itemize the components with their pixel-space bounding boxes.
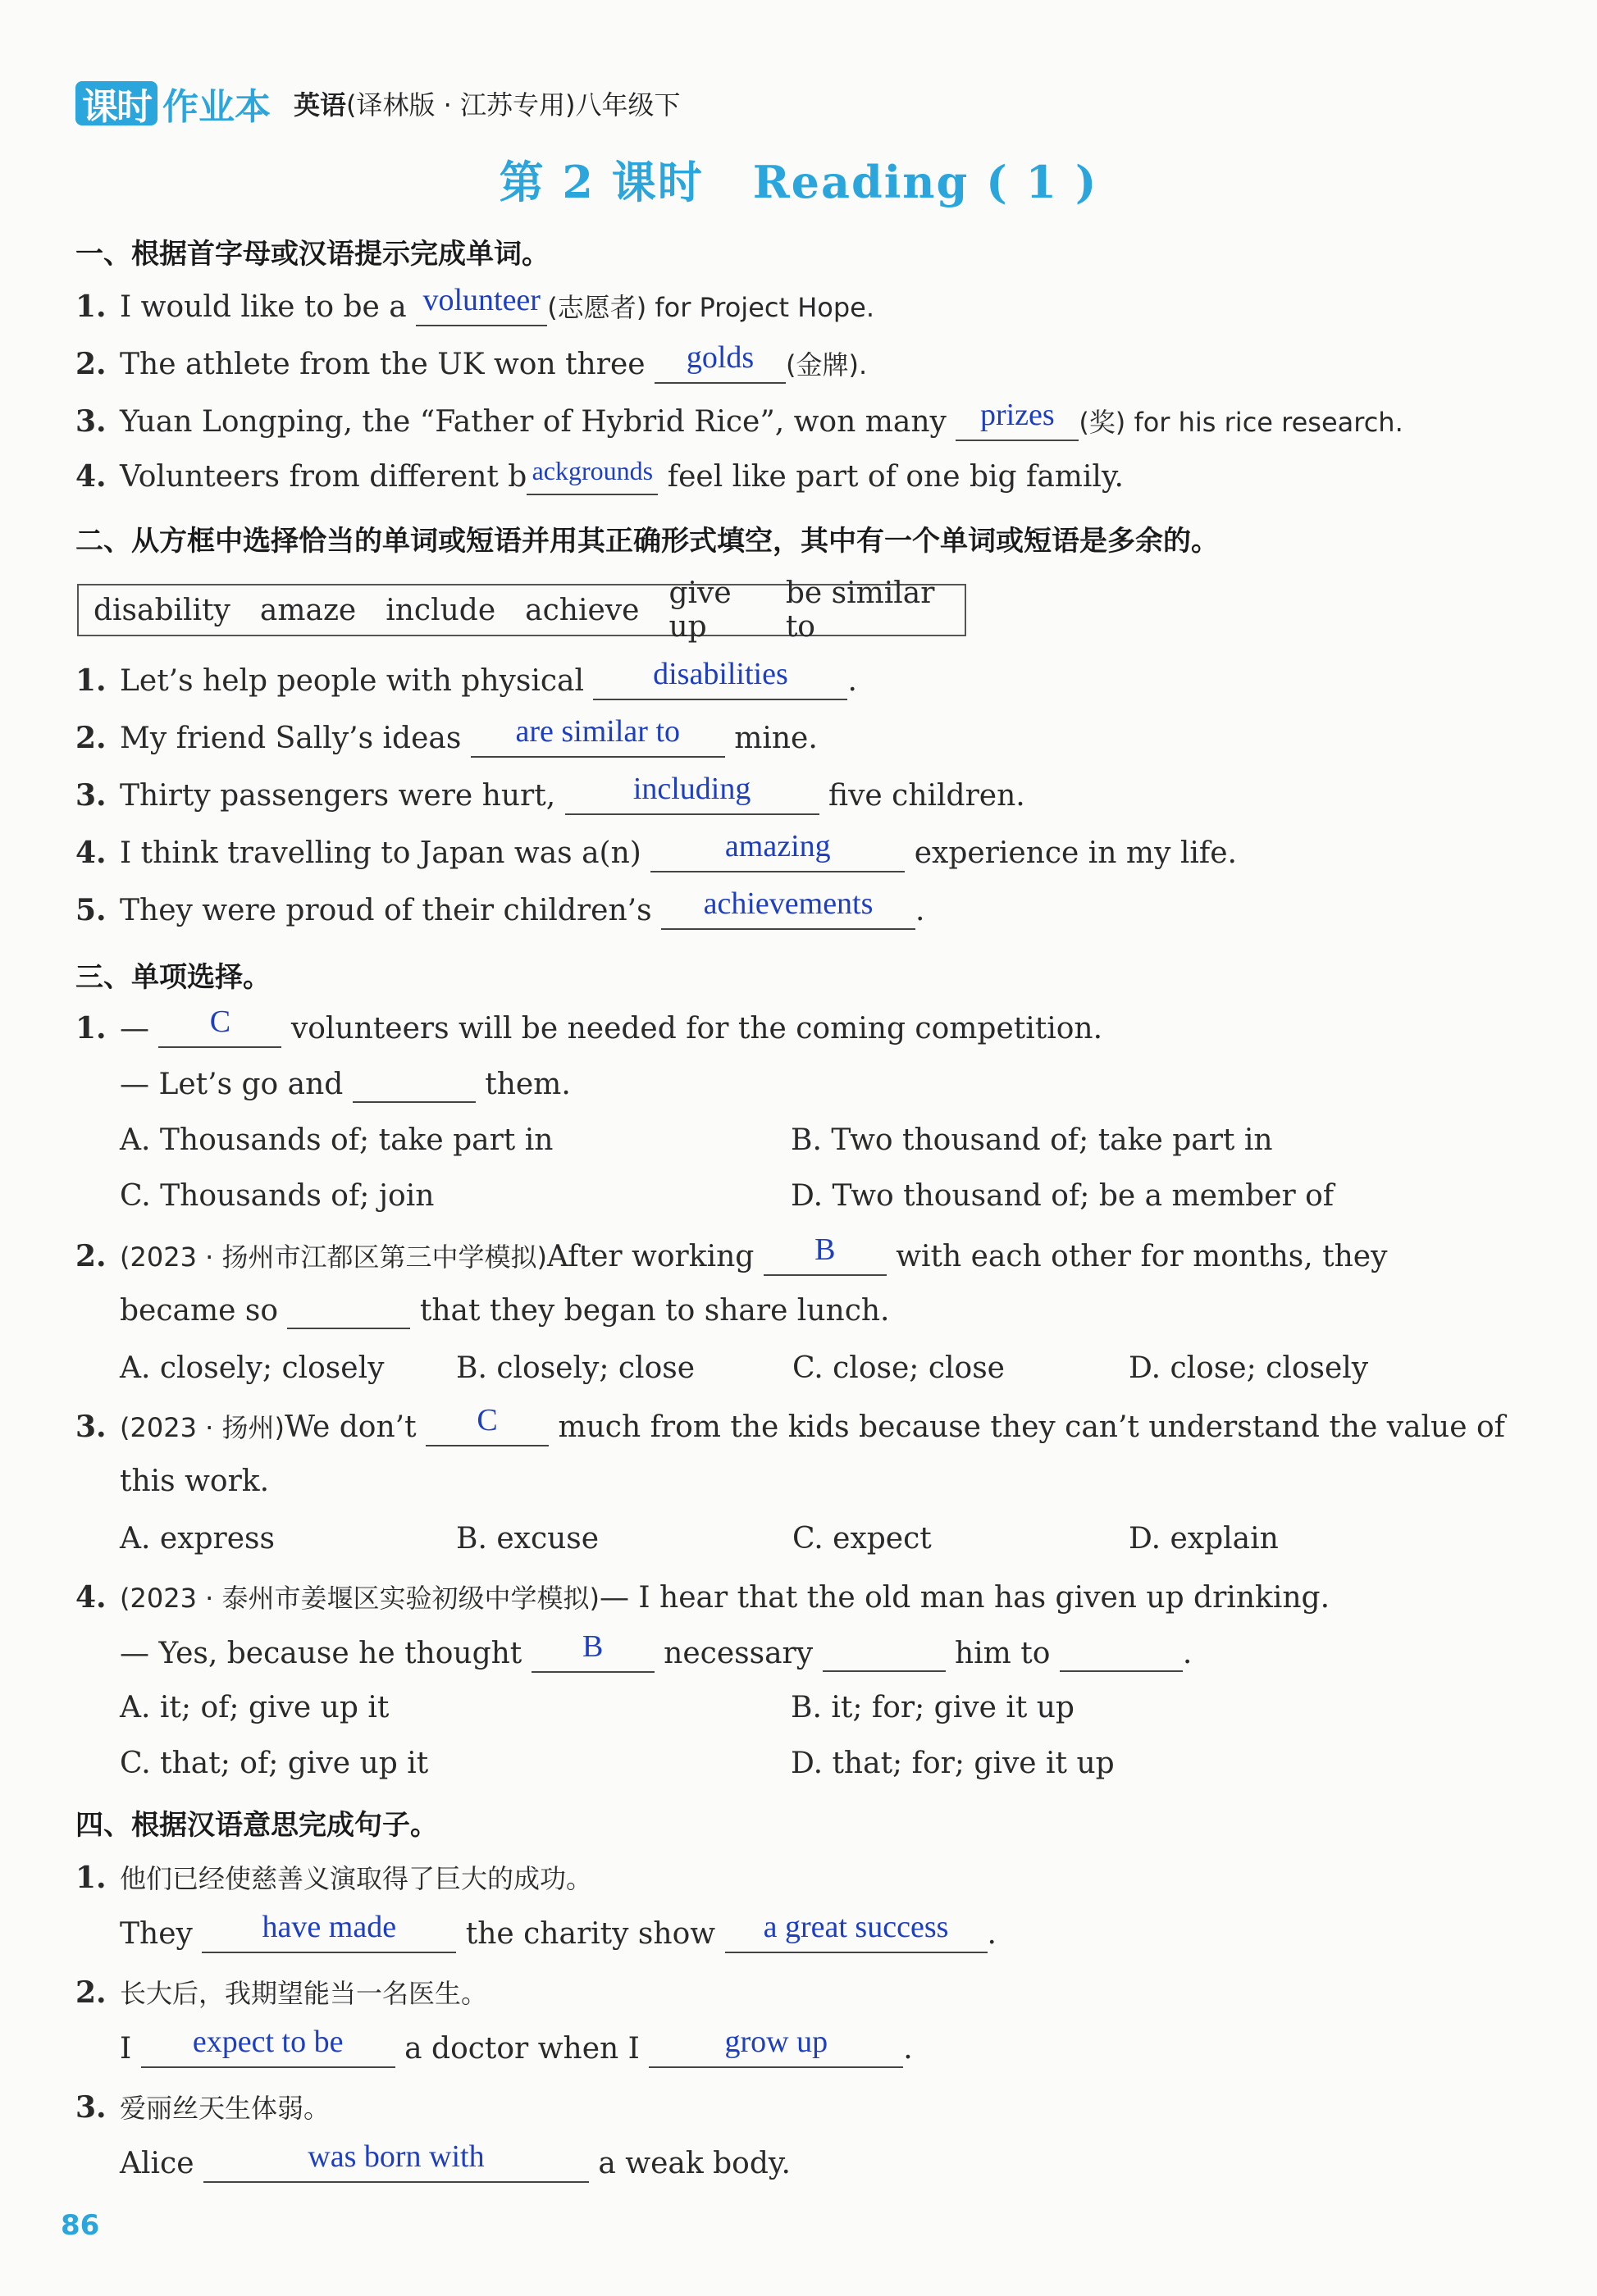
item-text: Yuan Longping, the “Father of Hybrid Rice”, won many bbox=[120, 405, 956, 439]
logo-mark: 课时 bbox=[75, 81, 157, 125]
answer-blank[interactable] bbox=[287, 1294, 410, 1329]
answer-blank[interactable] bbox=[532, 1629, 655, 1673]
item-text: volunteers will be needed for the coming competition. bbox=[281, 1012, 1103, 1046]
answer-text: C bbox=[477, 1403, 498, 1437]
answer-text: B bbox=[814, 1232, 836, 1267]
s3-q1-options-ab bbox=[75, 1123, 1273, 1157]
s1-item-4 bbox=[75, 456, 1124, 495]
answer-blank[interactable] bbox=[764, 1232, 887, 1276]
answer-text: amazing bbox=[724, 829, 831, 863]
answer-blank[interactable] bbox=[158, 1004, 281, 1048]
answer-text: golds bbox=[686, 340, 755, 375]
word-option: be similar to bbox=[785, 576, 935, 644]
option-c[interactable]: C. close; close bbox=[792, 1351, 1005, 1385]
item-number: 1. bbox=[75, 1861, 107, 1895]
s4-item-3-en bbox=[75, 2139, 791, 2183]
question-source: (2023 · 扬州) bbox=[120, 1412, 285, 1443]
item-text: (金牌). bbox=[786, 349, 868, 380]
option-b[interactable]: B. excuse bbox=[456, 1522, 600, 1556]
s3-q4-options-cd bbox=[75, 1747, 1115, 1780]
s3-q2-options bbox=[75, 1351, 1368, 1385]
answer-blank[interactable] bbox=[353, 1068, 476, 1103]
option-a[interactable]: A. express bbox=[120, 1522, 275, 1556]
item-letter: b bbox=[508, 460, 527, 494]
word-option: achieve bbox=[525, 593, 640, 627]
book-header bbox=[75, 80, 681, 126]
answer-blank[interactable] bbox=[202, 1910, 456, 1953]
answer-blank[interactable] bbox=[203, 2139, 589, 2183]
word-option: include bbox=[386, 593, 496, 627]
item-text: five children. bbox=[819, 779, 1025, 813]
item-text: They were proud of their children’s bbox=[120, 894, 662, 927]
item-chinese: 长大后，我期望能当一名医生。 bbox=[120, 1978, 488, 2009]
answer-text: C bbox=[209, 1004, 231, 1039]
s3-q1-options-cd bbox=[75, 1179, 1334, 1213]
item-text: much from the kids because they can’t understand the value of bbox=[549, 1410, 1505, 1444]
option-c[interactable]: C. expect bbox=[792, 1522, 932, 1556]
item-text: . bbox=[1182, 1637, 1193, 1670]
section2-heading: 二、从方框中选择恰当的单词或短语并用其正确形式填空，其中有一个单词或短语是多余的。 bbox=[75, 525, 1219, 558]
item-number: 2. bbox=[75, 347, 107, 381]
option-b[interactable]: B. closely; close bbox=[456, 1351, 696, 1385]
item-number: 1. bbox=[75, 289, 107, 324]
item-number: 3. bbox=[75, 778, 107, 813]
item-text: a doctor when I bbox=[395, 2032, 650, 2066]
s3-q4-options-ab bbox=[75, 1691, 1075, 1724]
s3-q3-line1 bbox=[75, 1403, 1505, 1446]
s1-item-3 bbox=[75, 398, 1403, 441]
item-text: Alice bbox=[120, 2147, 203, 2180]
s4-item-1-zh bbox=[75, 1858, 592, 1896]
answer-blank[interactable] bbox=[426, 1403, 549, 1446]
item-text: Let’s help people with physical bbox=[120, 664, 594, 698]
answer-blank[interactable] bbox=[661, 886, 915, 930]
answer-text: volunteer bbox=[422, 283, 541, 317]
item-text: with each other for months, they bbox=[886, 1240, 1388, 1273]
s2-item-2 bbox=[75, 714, 818, 758]
item-text: The athlete from the UK won three bbox=[120, 348, 655, 381]
s1-item-1 bbox=[75, 283, 875, 326]
option-c[interactable]: C. Thousands of; join bbox=[120, 1179, 435, 1213]
item-chinese: 爱丽丝天生体弱。 bbox=[120, 2093, 331, 2124]
item-text: mine. bbox=[724, 722, 818, 755]
answer-text: B bbox=[582, 1629, 604, 1664]
answer-text: a great success bbox=[763, 1910, 949, 1944]
item-text: Thirty passengers were hurt, bbox=[120, 779, 565, 813]
item-text: became so bbox=[120, 1294, 288, 1328]
item-text: necessary bbox=[654, 1637, 823, 1670]
section3-heading: 三、单项选择。 bbox=[75, 961, 271, 994]
lesson-title bbox=[0, 148, 1597, 211]
lesson-number: 第 2 课时 bbox=[499, 156, 704, 208]
item-text: a weak body. bbox=[588, 2147, 791, 2180]
answer-blank[interactable] bbox=[649, 2025, 903, 2068]
answer-blank[interactable] bbox=[565, 772, 819, 815]
answer-blank[interactable] bbox=[655, 340, 786, 384]
item-number: 3. bbox=[75, 1410, 107, 1444]
option-a[interactable]: A. it; of; give up it bbox=[120, 1691, 390, 1724]
answer-text: grow up bbox=[724, 2025, 828, 2059]
s4-item-2-en bbox=[75, 2025, 913, 2068]
s2-item-4 bbox=[75, 829, 1237, 872]
item-text: — bbox=[120, 1012, 159, 1046]
answer-blank[interactable] bbox=[956, 398, 1079, 441]
s2-item-1 bbox=[75, 657, 857, 700]
s3-q2-line2 bbox=[75, 1294, 890, 1329]
answer-text: expect to be bbox=[192, 2025, 344, 2059]
option-d[interactable]: D. that; for; give it up bbox=[791, 1747, 1115, 1780]
page-number: 86 bbox=[61, 2209, 100, 2242]
s3-q3-options bbox=[75, 1522, 1279, 1556]
item-number: 2. bbox=[75, 721, 107, 755]
question-source: (2023 · 泰州市姜堰区实验初级中学模拟) bbox=[120, 1583, 600, 1614]
word-option: give up bbox=[668, 576, 732, 644]
item-text: him to bbox=[945, 1637, 1060, 1670]
word-option: amaze bbox=[259, 593, 357, 627]
s3-q3-line2 bbox=[75, 1465, 269, 1498]
option-b[interactable]: B. Two thousand of; take part in bbox=[791, 1123, 1273, 1157]
item-text: . bbox=[847, 664, 857, 698]
item-text: feel like part of one big family. bbox=[658, 460, 1124, 494]
logo-text: 作业本 bbox=[162, 86, 271, 128]
item-number: 5. bbox=[75, 893, 107, 927]
section4-heading: 四、根据汉语意思完成句子。 bbox=[75, 1809, 438, 1842]
answer-text: prizes bbox=[979, 398, 1055, 432]
question-source: (2023 · 扬州市江都区第三中学模拟) bbox=[120, 1241, 547, 1273]
answer-blank[interactable] bbox=[416, 283, 547, 326]
answer-text: achievements bbox=[703, 886, 874, 921]
item-number: 2. bbox=[75, 1239, 107, 1273]
section1-heading: 一、根据首字母或汉语提示完成单词。 bbox=[75, 238, 550, 271]
subject-bold: 英语 bbox=[294, 89, 347, 121]
word-box bbox=[77, 576, 966, 644]
item-number: 1. bbox=[75, 663, 107, 698]
s3-q1-line1 bbox=[75, 1004, 1103, 1048]
item-text: (志愿者) for Project Hope. bbox=[547, 292, 875, 323]
s3-q4-line2 bbox=[75, 1629, 1193, 1673]
item-text: that they began to share lunch. bbox=[410, 1294, 890, 1328]
answer-blank[interactable] bbox=[471, 714, 725, 758]
item-text: them. bbox=[475, 1068, 571, 1101]
item-number: 1. bbox=[75, 1011, 107, 1046]
answer-blank[interactable] bbox=[1060, 1637, 1183, 1672]
item-text: (奖) for his rice research. bbox=[1079, 407, 1403, 438]
s1-item-2 bbox=[75, 340, 868, 384]
answer-blank[interactable] bbox=[593, 657, 847, 700]
s3-q1-line2 bbox=[75, 1068, 571, 1103]
item-text: Volunteers from different bbox=[120, 460, 509, 494]
item-text: this work. bbox=[120, 1465, 270, 1498]
answer-text: including bbox=[632, 772, 751, 806]
option-a[interactable]: A. Thousands of; take part in bbox=[120, 1123, 554, 1157]
answer-text: disabilities bbox=[653, 657, 788, 691]
s4-item-3-zh bbox=[75, 2088, 330, 2125]
item-text: . bbox=[915, 894, 925, 927]
item-text: My friend Sally’s ideas bbox=[120, 722, 471, 755]
s4-item-2-zh bbox=[75, 1973, 487, 2011]
s2-item-5 bbox=[75, 886, 925, 930]
option-d[interactable]: D. Two thousand of; be a member of bbox=[791, 1179, 1335, 1213]
item-text: . bbox=[987, 1917, 997, 1951]
option-b[interactable]: B. it; for; give it up bbox=[791, 1691, 1075, 1724]
item-text: I bbox=[120, 2032, 141, 2066]
subject-label bbox=[294, 84, 681, 122]
item-text: We don’t bbox=[284, 1410, 427, 1444]
answer-blank[interactable] bbox=[725, 1910, 988, 1953]
option-a[interactable]: A. closely; closely bbox=[120, 1351, 385, 1385]
item-text: the charity show bbox=[456, 1917, 725, 1951]
lesson-name: Reading ( 1 ) bbox=[752, 156, 1098, 208]
s2-item-3 bbox=[75, 772, 1025, 815]
item-number: 4. bbox=[75, 836, 107, 870]
item-text: — Let’s go and bbox=[120, 1068, 353, 1101]
item-number: 4. bbox=[75, 1580, 107, 1615]
s3-q2-line1 bbox=[75, 1232, 1388, 1276]
answer-text: are similar to bbox=[515, 714, 680, 749]
item-text: — I hear that the old man has given up drinking. bbox=[599, 1581, 1330, 1615]
item-text: — Yes, because he thought bbox=[120, 1637, 532, 1670]
s4-item-1-en bbox=[75, 1910, 997, 1953]
option-d[interactable]: D. explain bbox=[1129, 1522, 1279, 1556]
answer-text: have made bbox=[262, 1910, 397, 1944]
item-text: . bbox=[903, 2032, 913, 2066]
answer-text: was born with bbox=[308, 2139, 485, 2174]
answer-text: ackgrounds bbox=[532, 456, 654, 485]
s3-q4-line1 bbox=[75, 1578, 1330, 1615]
word-option: disability bbox=[94, 593, 230, 627]
option-d[interactable]: D. close; closely bbox=[1129, 1351, 1369, 1385]
item-number: 2. bbox=[75, 1975, 107, 2010]
item-text: I think travelling to Japan was a(n) bbox=[120, 836, 651, 870]
subject-rest: (译林版 · 江苏专用)八年级下 bbox=[346, 89, 681, 121]
answer-blank[interactable] bbox=[141, 2025, 395, 2068]
item-text: experience in my life. bbox=[905, 836, 1237, 870]
item-text: I would like to be a bbox=[120, 290, 417, 324]
item-text: They bbox=[120, 1917, 203, 1951]
item-number: 3. bbox=[75, 2090, 107, 2125]
option-c[interactable]: C. that; of; give up it bbox=[120, 1747, 429, 1780]
item-number: 3. bbox=[75, 404, 107, 439]
answer-blank[interactable] bbox=[823, 1637, 946, 1672]
item-number: 4. bbox=[75, 459, 107, 494]
item-text: After working bbox=[546, 1240, 764, 1273]
answer-blank[interactable] bbox=[650, 829, 905, 872]
item-chinese: 他们已经使慈善义演取得了巨大的成功。 bbox=[120, 1863, 593, 1894]
answer-blank[interactable] bbox=[527, 456, 658, 495]
